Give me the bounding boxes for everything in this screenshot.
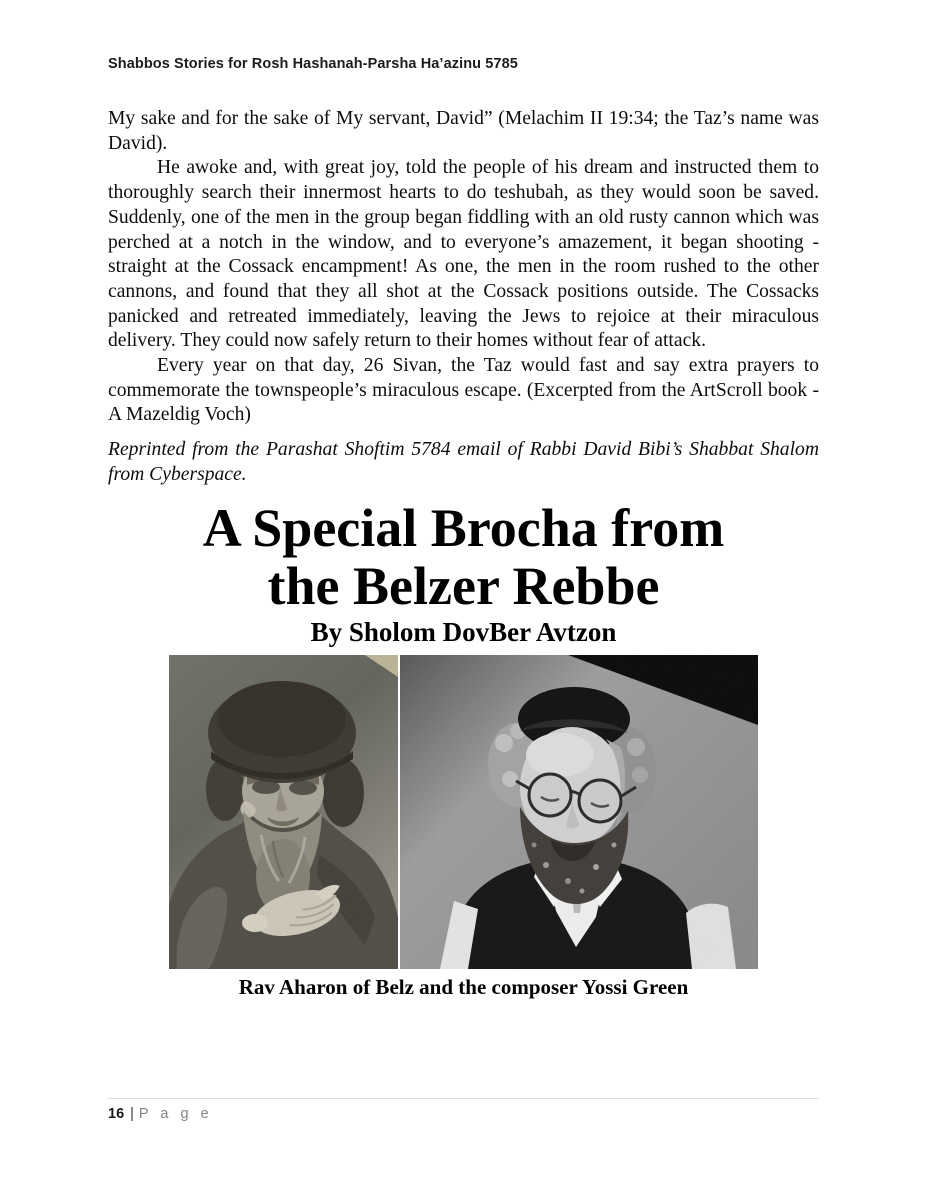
body-paragraph: My sake and for the sake of My servant, David” (Melachim II 19:34; the Taz’s name was David). <box>108 108 819 154</box>
photo-pair <box>169 655 758 969</box>
reprint-credit-paragraph: Reprinted from the Parashat Shoftim 5784 email of Rabbi David Bibi’s Shabbat Shalom from Cyberspace. <box>108 439 819 485</box>
footer-page-label: P a g e <box>138 1106 213 1122</box>
page-footer <box>108 1098 819 1122</box>
photo-caption: Rav Aharon of Belz and the composer Yossi Green <box>238 974 689 999</box>
photo-figure <box>169 655 758 1000</box>
byline: By Sholom DovBer Avtzon <box>310 616 617 647</box>
running-header: Shabbos Stories for Rosh Hashanah-Parsha Ha’azinu 5785 <box>108 56 518 72</box>
story-title <box>108 499 819 615</box>
body-paragraph: He awoke and, with great joy, told the people of his dream and instructed them to thoroughly search their innermost hearts to do teshubah, as they would soon be saved. Suddenly, one of the men in the group began fiddling with an old rusty cannon which was perched at a notch in the window, and to everyone’s amazement, it began shooting - straight at the Cossack encampment! As one, the men in the room rushed to the other cannons, and found that they all shot at the Cossack positions outside. The Cossacks panicked and retreated immediately, leaving the Jews to rejoice at their miraculous delivery. They could now safely return to their homes without fear of attack. <box>108 157 819 352</box>
story-title-line1: A Special Brocha from <box>202 497 725 558</box>
body-paragraph: Every year on that day, 26 Sivan, the Taz would fast and say extra prayers to commemorate the townspeople’s miraculous escape. (Excerpted from the ArtScroll book - A Mazeldig Voch) <box>108 355 819 426</box>
photo-yossi-green <box>400 655 758 969</box>
article-body <box>108 107 819 1000</box>
footer-separator: | <box>130 1106 134 1122</box>
photo-rav-aharon-of-belz <box>169 655 398 969</box>
page-number: 16 <box>108 1106 125 1122</box>
story-title-line2: the Belzer Rebbe <box>267 555 660 616</box>
